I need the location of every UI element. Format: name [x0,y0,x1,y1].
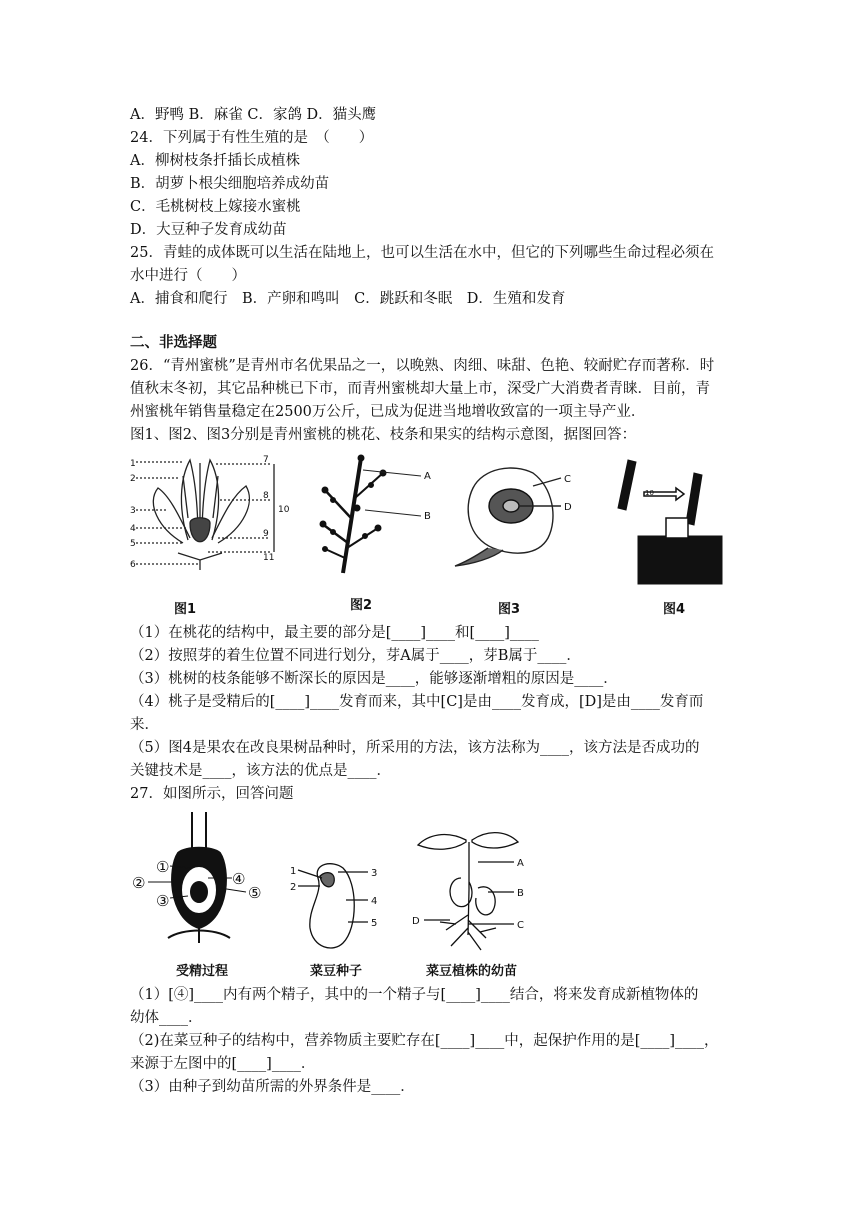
bean-seedling-diagram [406,820,566,960]
fig1-label-10: 10 [278,505,290,515]
q24-stem: 24．下列属于有性生殖的是 （ ） [130,130,374,146]
fig3-label-c: C [564,474,571,485]
fig1-label-9: 9 [263,529,269,539]
fig2-label-b: B [424,511,431,522]
q26-sub5-line1: （5）图4是果农在改良果树品种时，所采用的方法，该方法称为____，该方法是否成功的 [130,740,700,756]
fig1-caption: 图1 [174,602,197,617]
fig2-peach-branch-diagram [303,448,443,578]
q27-sub1-line1: （1）[④]____内有两个精子，其中的一个精子与[____]____结合，将来发育成新植物体的 [130,987,699,1003]
fig27b-label-5: 5 [371,918,378,929]
q27-figures [128,808,568,980]
q25-options: A．捕食和爬行 B．产卵和鸣叫 C．跳跃和冬眠 D．生殖和发育 [130,291,566,307]
bean-seed-caption: 菜豆种子 [310,964,363,979]
fig27b-label-4: 4 [371,896,378,907]
fig1-label-1: 1 [130,459,136,469]
fertilization-caption: 受精过程 [176,964,229,979]
q26-paragraph-line4: 图1、图2、图3分别是青州蜜桃的桃花、枝条和果实的结构示意图，据图回答： [130,427,637,443]
fig1-label-2: 2 [130,474,136,484]
q24-option-a: A．柳树枝条扦插长成植株 [130,153,300,169]
q23-options: A．野鸭 B．麻雀 C．家鸽 D．猫头鹰 [130,107,377,123]
fig27a-label-3: ③ [156,892,170,910]
q24-option-c: C．毛桃树枝上嫁接水蜜桃 [130,199,301,215]
fig27c-label-b: B [517,888,524,899]
fig1-label-5: 5 [130,539,136,549]
q27-sub1-line2: 幼体____． [130,1010,203,1026]
bean-seedling-caption: 菜豆植株的幼苗 [426,964,518,979]
fig27c-label-d: D [412,916,420,927]
section-title: 二、非选择题 [130,334,217,351]
fig3-caption: 图3 [498,602,521,617]
fig27b-label-2: 2 [290,882,297,893]
fig1-label-6: 6 [130,560,136,570]
q26-sub4-line1: （4）桃子是受精后的[____]____发育而来，其中[C]是由____发育成，[D]是由____发育而 [130,694,704,710]
fertilization-diagram [128,808,268,958]
fig1-label-11: 11 [263,553,275,563]
fig1-label-3: 3 [130,506,136,516]
q26-sub5-line2: 关键技术是____，该方法的优点是____． [130,763,391,779]
fig27c-label-a: A [517,858,524,869]
q24-option-b: B．胡萝卜根尖细胞培养成幼苗 [130,176,330,192]
fig1-label-8: 8 [263,491,269,501]
fig1-label-4: 4 [130,524,136,534]
q26-sub3: （3）桃树的枝条能够不断深长的原因是____，能够逐渐增粗的原因是____． [130,671,618,687]
q26-sub2: （2）按照芽的着生位置不同进行划分，芽A属于____，芽B属于____． [130,648,581,664]
fig4-grafting-diagram [608,448,728,588]
bean-seed-diagram [288,858,398,958]
q27-sub2-line2: 来源于左图中的[____]____． [130,1056,316,1072]
q27-sub2-line1: （2)在菜豆种子的结构中，营养物质主要贮存在[____]____中，起保护作用的是[____]____， [130,1033,719,1049]
q26-paragraph-line3: 州蜜桃年销售量稳定在2500万公斤，已成为促进当地增收致富的一项主导产业． [130,404,646,420]
fig4-label-10: 10 [645,489,654,497]
fig27a-label-2: ② [132,874,146,892]
q26-paragraph-line1: 26．“青州蜜桃”是青州市名优果品之一，以晚熟、肉细、味甜、色艳、较耐贮存而著称．时 [130,358,715,374]
q26-sub1: （1）在桃花的结构中，最主要的部分是[____]____和[____]____ [130,625,539,641]
q25-stem-line2: 水中进行（ ） [130,268,246,284]
q27-stem: 27．如图所示，回答问题 [130,786,294,802]
q26-figures [128,448,728,618]
q26-sub4-line2: 来． [130,717,159,733]
fig27c-label-c: C [517,920,524,931]
fig4-caption: 图4 [663,602,686,617]
q26-paragraph-line2: 值秋末冬初，其它品种桃已下市，而青州蜜桃却大量上市，深受广大消费者青睐．目前，青 [130,381,710,397]
fig27b-label-1: 1 [290,866,297,877]
q24-option-d: D．大豆种子发育成幼苗 [130,222,287,238]
q25-stem-line1: 25．青蛙的成体既可以生活在陆地上，也可以生活在水中，但它的下列哪些生命过程必须在 [130,245,714,261]
fig3-peach-fruit-diagram [453,448,588,578]
fig1-peach-flower-diagram [128,448,298,578]
fig2-caption: 图2 [350,598,373,613]
fig3-label-d: D [564,502,572,513]
fig27a-label-5: ⑤ [248,884,262,902]
fig2-label-a: A [424,471,431,482]
fig27a-label-1: ① [156,858,170,876]
fig27b-label-3: 3 [371,868,378,879]
fig27a-label-4: ④ [232,870,246,888]
q27-sub3: （3）由种子到幼苗所需的外界条件是____． [130,1079,415,1095]
fig1-label-7: 7 [263,455,269,465]
